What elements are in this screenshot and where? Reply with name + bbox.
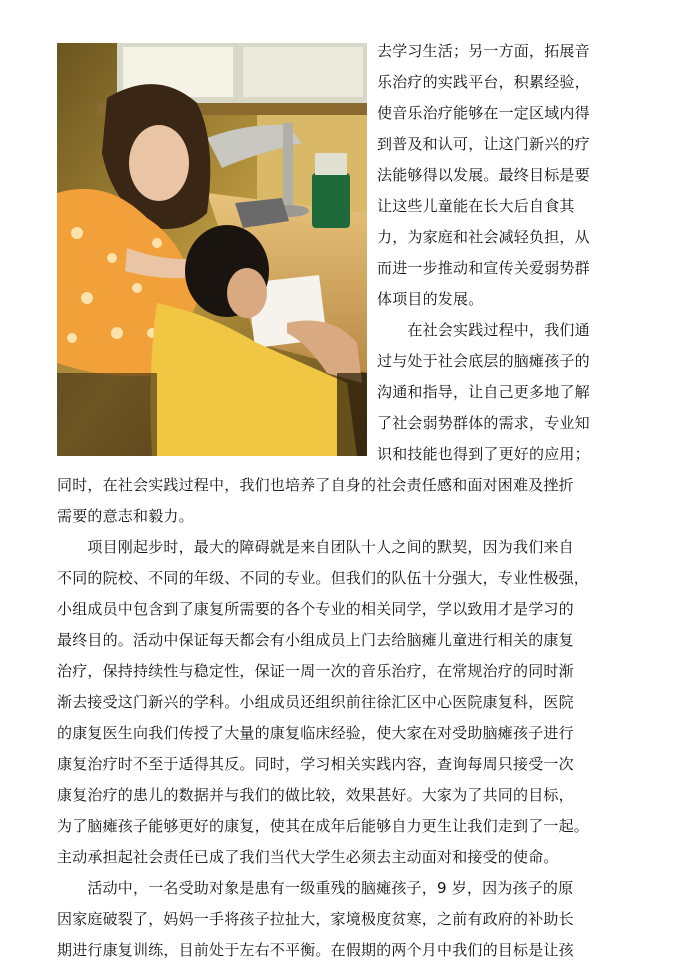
text-line: 同时，在社会实践过程中，我们也培养了自身的社会责任感和面对困难及挫折: [57, 476, 574, 494]
text-line: 主动承担起社会责任已成了我们当代大学生必须去主动面对和接受的使命。: [57, 848, 559, 866]
text-line: 到普及和认可，让这门新兴的疗: [377, 135, 590, 153]
text-line: 使音乐治疗能够在一定区域内得: [377, 104, 590, 122]
text-line: 在社会实践过程中，我们通: [377, 321, 590, 339]
text-line: 项目刚起步时，最大的障碍就是来自团队十人之间的默契，因为我们来自: [57, 538, 574, 556]
text-line: 法能够得以发展。最终目标是要: [377, 166, 590, 184]
text-line: 渐去接受这门新兴的学科。小组成员还组织前往徐汇区中心医院康复科，医院: [57, 693, 574, 711]
text-line: 的康复医生向我们传授了大量的康复临床经验，使大家在对受助脑瘫孩子进行: [57, 724, 574, 742]
text-line: 需要的意志和毅力。: [57, 507, 194, 525]
text-line: 体项目的发展。: [377, 290, 484, 308]
text-line: 因家庭破裂了，妈妈一手将孩子拉扯大，家境极度贫寒，之前有政府的补助长: [57, 910, 574, 928]
text-line: 康复治疗的患儿的数据并与我们的做比较，效果甚好。大家为了共同的目标，: [57, 786, 574, 804]
text-line: 识和技能也得到了更好的应用；: [377, 445, 590, 463]
text-line: 力，为家庭和社会减轻负担，从: [377, 228, 590, 246]
text-line: 过与处于社会底层的脑瘫孩子的: [377, 352, 590, 370]
text-line: 治疗，保持持续性与稳定性，保证一周一次的音乐治疗，在常规治疗的同时渐: [57, 662, 574, 680]
photo-woman-tutoring-boy-icon: [57, 43, 367, 456]
text-line: 为了脑瘫孩子能够更好的康复，使其在成年后能够自力更生让我们走到了一起。: [57, 817, 590, 835]
text-line: 而进一步推动和宣传关爱弱势群: [377, 259, 590, 277]
text-line: 小组成员中包含到了康复所需要的各个专业的相关同学，学以致用才是学习的: [57, 600, 574, 618]
text-line: 康复治疗时不至于适得其反。同时，学习相关实践内容，查询每周只接受一次: [57, 755, 574, 773]
text-line: 不同的院校、不同的年级、不同的专业。但我们的队伍十分强大，专业性极强，: [57, 569, 590, 587]
text-line: 沟通和指导，让自己更多地了解: [377, 383, 590, 401]
tutoring-photo: [57, 43, 367, 456]
text-line: 了社会弱势群体的需求，专业知: [377, 414, 590, 432]
text-line: 活动中，一名受助对象是患有一级重残的脑瘫孩子，9 岁，因为孩子的原: [57, 879, 574, 897]
text-line: 期进行康复训练，目前处于左右不平衡。在假期的两个月中我们的目标是让孩: [57, 941, 574, 959]
text-line: 乐治疗的实践平台，积累经验，: [377, 73, 590, 91]
text-line: 让这些儿童能在长大后自食其: [377, 197, 575, 215]
text-line: 去学习生活；另一方面，拓展音: [377, 42, 590, 60]
text-line: 最终目的。活动中保证每天都会有小组成员上门去给脑瘫儿童进行相关的康复: [57, 631, 574, 649]
